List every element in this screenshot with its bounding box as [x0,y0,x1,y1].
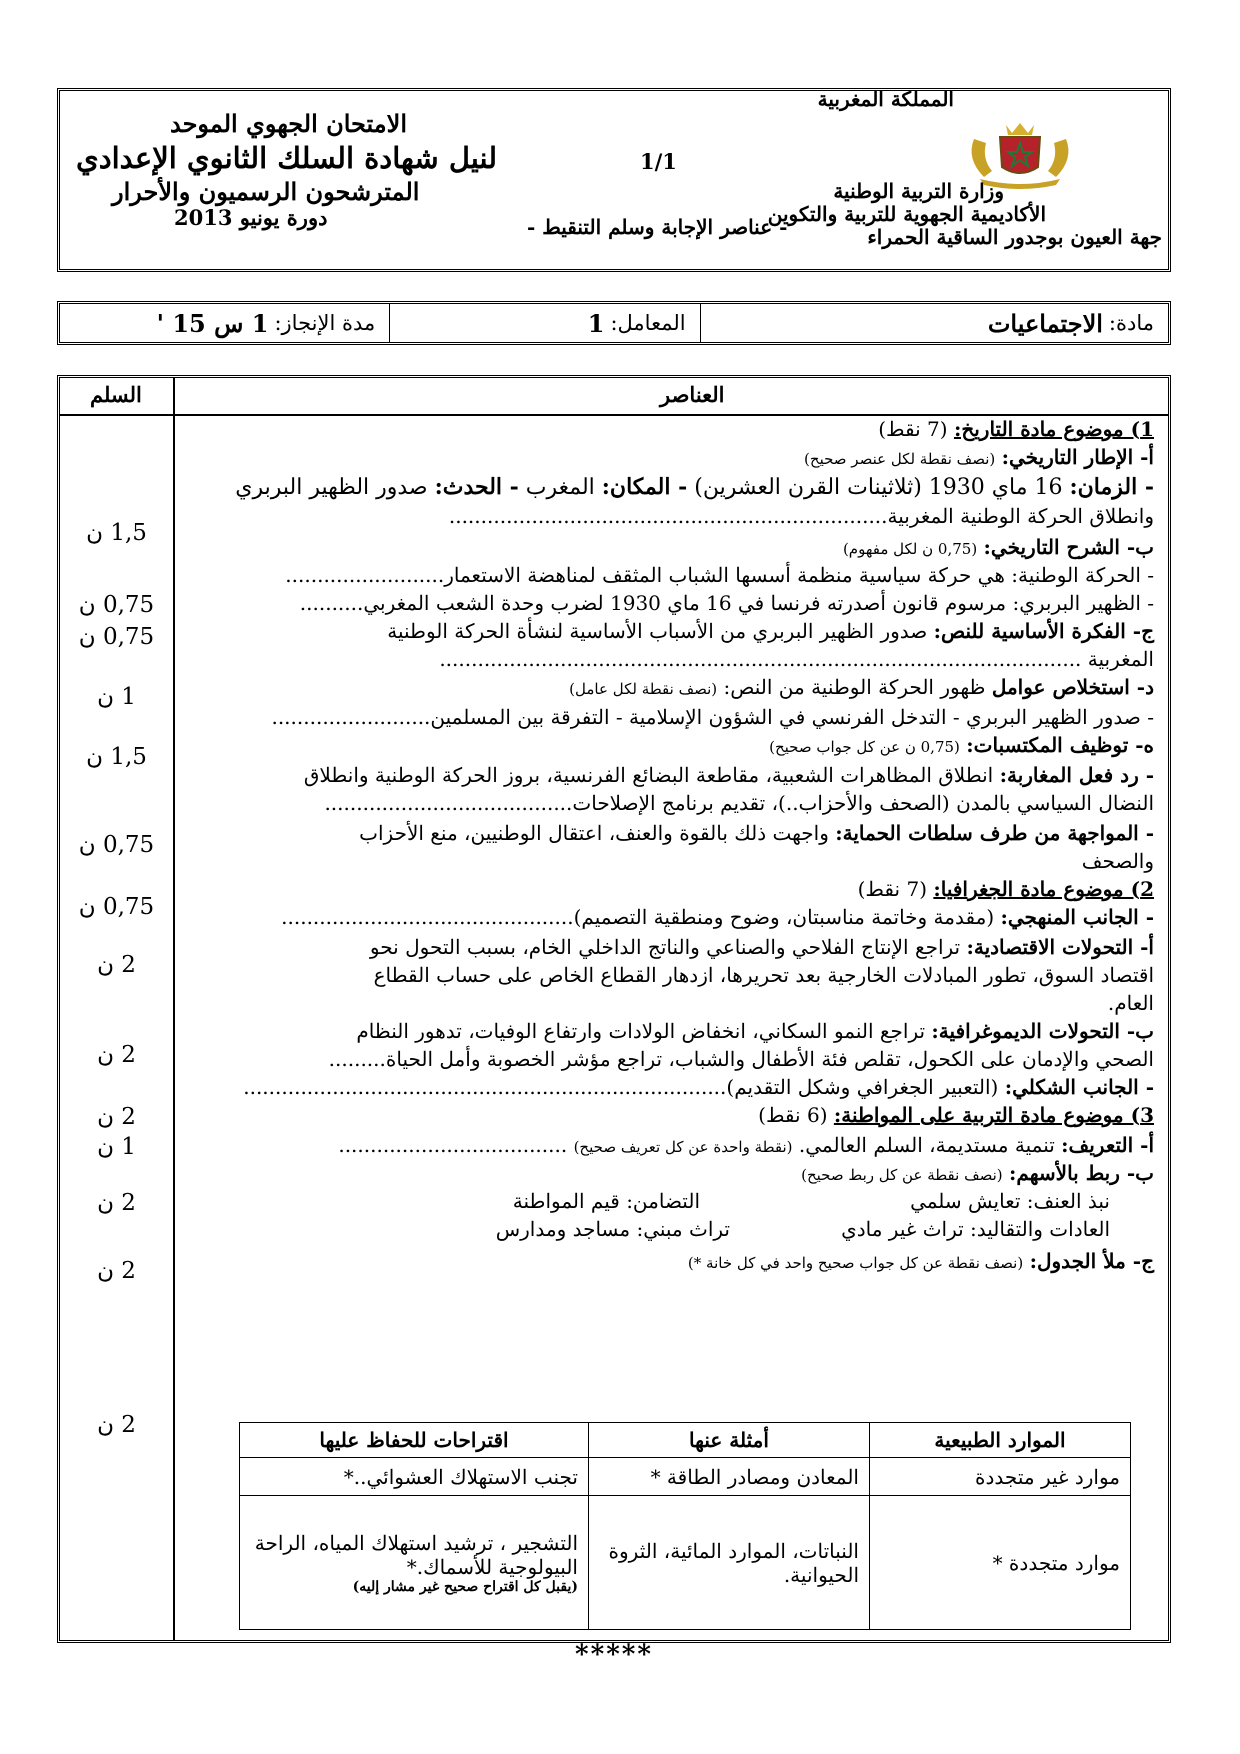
time-label: - الزمان: [1069,474,1154,500]
geography-part-a [370,933,1154,961]
civics-a-note: (نقطة واحدة عن كل تعريف صحيح) [573,1138,793,1156]
civics-part-a [338,1131,1154,1161]
subject-value: الاجتماعيات [987,308,1103,338]
history-part-c [387,617,1154,645]
score: 2 ن [97,1042,136,1068]
event-label: - الحدث: [434,474,519,500]
method-label: - الجانب المنهجي: [1000,905,1154,929]
reaction-text: انطلاق المظاهرات الشعبية، مقاطعة البضائع الفرنسية، بروز الحركة الوطنية وانطلاق [303,763,994,787]
exam-title: الامتحان الجهوي الموحد [170,109,407,138]
ministry-name: وزارة التربية الوطنية [833,179,1004,203]
table-footnote: (يقبل كل اقتراح صحيح غير مشار إليه) [352,1578,578,1595]
history-e-confrontation [359,819,1154,847]
confrontation-text: واجهت ذلك بالقوة والعنف، اعتقال الوطنيين، منع الأحزاب [359,821,829,845]
geography-a-title: أ- التحولات الاقتصادية: [966,935,1154,959]
history-b-line1: - الحركة الوطنية: هي حركة سياسية منظمة أسسها الشباب المثقف لمناهضة الاستعمار......................... [285,563,1154,587]
civics-b-title: ب- ربط بالأسهم: [1009,1161,1154,1185]
matching-pair: تراث مبني: مساجد ومدارس [495,1217,730,1241]
table-cell: النباتات، الموارد المائية، الثروة الحيوانية. [589,1496,870,1630]
score: 1 ن [97,1134,136,1160]
score: 2 ن [97,1190,136,1216]
civics-part-c [688,1247,1154,1277]
history-e-confrontation-line2: والصحف [1081,849,1154,873]
history-a-line2: وانطلاق الحركة الوطنية المغربية..................................................................... [448,504,1154,528]
history-e-note: (0,75 ن عن كل جواب صحيح) [769,738,960,756]
form-text: (التعبير الجغرافي وشكل التقديم)............................................................................ [243,1075,999,1099]
matching-pair: نبذ العنف: تعايش سلمي [910,1189,1110,1213]
history-d-line2: - صدور الظهير البربري - التدخل الفرنسي في الشؤون الإسلامية - التفرقة بين المسلمين......................... [271,705,1154,729]
table-cell: تجنب الاستهلاك العشوائي..* [240,1458,589,1496]
table-cell: موارد غير متجددة [870,1458,1131,1496]
civics-a-title: أ- التعريف: [1061,1133,1154,1157]
academy-name: الأكاديمية الجهوية للتربية والتكوين [767,202,1046,226]
exam-session: دورة يونيو 2013 [174,205,328,230]
subject-bar [57,301,1171,345]
history-c-title: ج- الفكرة الأساسية للنص: [933,619,1154,643]
score: 2 ن [97,952,136,978]
reaction-label: - رد فعل المغاربة: [999,763,1154,787]
history-part-a [804,443,1154,473]
score: 0,75 ن [78,592,155,618]
suggestion-text: التشجير ، ترشيد استهلاك المياه، الراحة البيولوجية للأسماك.* [254,1530,578,1579]
civics-c-title: ج- ملأ الجدول: [1029,1249,1154,1273]
table-header: أمثلة عنها [589,1423,870,1458]
place-label: - المكان: [601,474,688,500]
table-cell: المعادن ومصادر الطاقة * [589,1458,870,1496]
time-value: 16 ماي 1930 (ثلاثينات القرن العشرين) [694,475,1063,500]
geography-b-text: تراجع النمو السكاني، انخفاض الولادات وارتفاع الوفيات، تدهور النظام [356,1019,926,1043]
geography-form [243,1073,1154,1101]
geography-b-title: ب- التحولات الديموغرافية: [931,1019,1154,1043]
table-row [240,1458,1131,1496]
region-name: جهة العيون بوجدور الساقية الحمراء [867,225,1162,249]
table-header: اقتراحات للحفاظ عليها [240,1423,589,1458]
matching-pair: العادات والتقاليد: تراث غير مادي [841,1217,1110,1241]
score: 1,5 ن [86,520,147,546]
score: 2 ن [97,1258,136,1284]
geography-part-b [356,1017,1154,1045]
history-part-e [769,731,1154,761]
civics-title: 3) موضوع مادة التربية على المواطنة: [833,1103,1154,1127]
geography-section-title [858,875,1154,903]
score: 2 ن [97,1412,136,1438]
history-a-note: (نصف نقطة لكل عنصر صحيح) [804,450,996,468]
score: 0,75 ن [78,832,155,858]
civics-a-dots: .................................... [338,1133,568,1157]
table-cell [240,1496,589,1630]
geography-method [281,903,1154,931]
history-part-d [569,673,1154,703]
civics-a-text: تنمية مستديمة، السلم العالمي. [798,1133,1055,1157]
subject-label: مادة: [1108,311,1154,335]
exam-header [57,88,1171,272]
history-b-title: ب- الشرح التاريخي: [983,535,1154,559]
geography-a-text: تراجع الإنتاج الفلاحي والصناعي والناتج الداخلي الخام، بسبب التحول نحو [369,935,961,959]
history-part-b [843,533,1154,563]
subject-cell [701,304,1168,342]
history-a-line1 [235,473,1154,502]
coefficient-value: 1 [587,308,605,338]
history-e-reaction-line2: النضال السياسي بالمدن (الصحف والأحزاب..)، تقديم برنامج الإصلاحات....................................... [324,791,1154,815]
end-mark: ***** [575,1640,653,1670]
resources-table [239,1422,1131,1630]
table-header: الموارد الطبيعية [870,1423,1131,1458]
coefficient-label: المعامل: [610,311,686,335]
form-label: - الجانب الشكلي: [1004,1075,1154,1099]
geography-b-line2: الصحي والإدمان على الكحول، تقلص فئة الأطفال والشباب، تراجع مؤشر الخصوبة وأمل الحياة......... [328,1047,1154,1071]
document-type: - عناصر الإجابة وسلم التنقيط - [527,215,788,239]
certificate-title: لنيل شهادة السلك الثانوي الإعدادي [76,141,498,175]
history-e-reaction [304,761,1154,789]
civics-b-note: (نصف نقطة عن كل ربط صحيح) [801,1166,1003,1184]
score: 0,75 ن [78,624,155,650]
table-cell: موارد متجددة * [870,1496,1131,1630]
matching-pair: التضامن: قيم المواطنة [512,1189,700,1213]
history-d-title: د- استخلاص عوامل [991,675,1154,699]
candidates-label: المترشحون الرسميون والأحرار [112,177,420,206]
place-value: المغرب [525,475,595,500]
score: 1,5 ن [86,744,147,770]
civics-part-b [801,1159,1154,1189]
history-c-text: صدور الظهير البربري من الأسباب الأساسية لنشأة الحركة الوطنية [387,619,928,643]
table-header-row [240,1423,1131,1458]
history-a-title: أ- الإطار التاريخي: [1001,445,1154,469]
history-d-note: (نصف نقطة لكل عامل) [569,680,718,698]
scale-column-header: السلم [90,382,142,407]
duration-label: مدة الإنجاز: [274,311,376,335]
method-text: (مقدمة وخاتمة مناسبتان، وضوح ومنطقية التصميم).............................................. [281,905,995,929]
score: 2 ن [97,1104,136,1130]
score: 1 ن [97,684,136,710]
event-value: صدور الظهير البربري [235,475,428,500]
history-c-line2: المغربية ..................................................................................................... [439,647,1154,671]
history-b-line2: - الظهير البربري: مرسوم قانون أصدرته فرنسا في 16 ماي 1930 لضرب وحدة الشعب المغربي.......... [299,591,1154,615]
history-section-title [878,415,1154,443]
history-b-note: (0,75 ن لكل مفهوم) [842,540,978,558]
geography-points: (7 نقط) [857,877,927,901]
history-points: (7 نقط) [878,417,948,441]
geography-title: 2) موضوع مادة الجغرافيا: [933,877,1154,901]
history-title: 1) موضوع مادة التاريخ: [953,417,1154,441]
kingdom-name: المملكة المغربية [817,87,954,111]
history-d-text: ظهور الحركة الوطنية من النص: [723,675,986,699]
elements-column-header: العناصر [660,382,725,407]
score: 0,75 ن [78,894,155,920]
geography-a-line3: العام. [1107,991,1154,1015]
duration-value: 1 س 15 ' [156,308,269,338]
page-number: 1/1 [640,149,677,174]
coefficient-cell [390,304,700,342]
civics-section-title [758,1101,1154,1129]
history-e-title: ه- توظيف المكتسبات: [966,733,1154,757]
civics-points: (6 نقط) [758,1103,828,1127]
duration-cell [60,304,390,342]
geography-a-line2: اقتصاد السوق، تطور المبادلات الخارجية بعد تحريرها، ازدهار القطاع الخاص على حساب القطاع [373,963,1154,987]
civics-c-note: (نصف نقطة عن كل جواب صحيح واحد في كل خانة *) [687,1254,1024,1272]
confrontation-label: - المواجهة من طرف سلطات الحماية: [835,821,1154,845]
column-divider [173,378,175,1640]
table-row [240,1496,1131,1630]
